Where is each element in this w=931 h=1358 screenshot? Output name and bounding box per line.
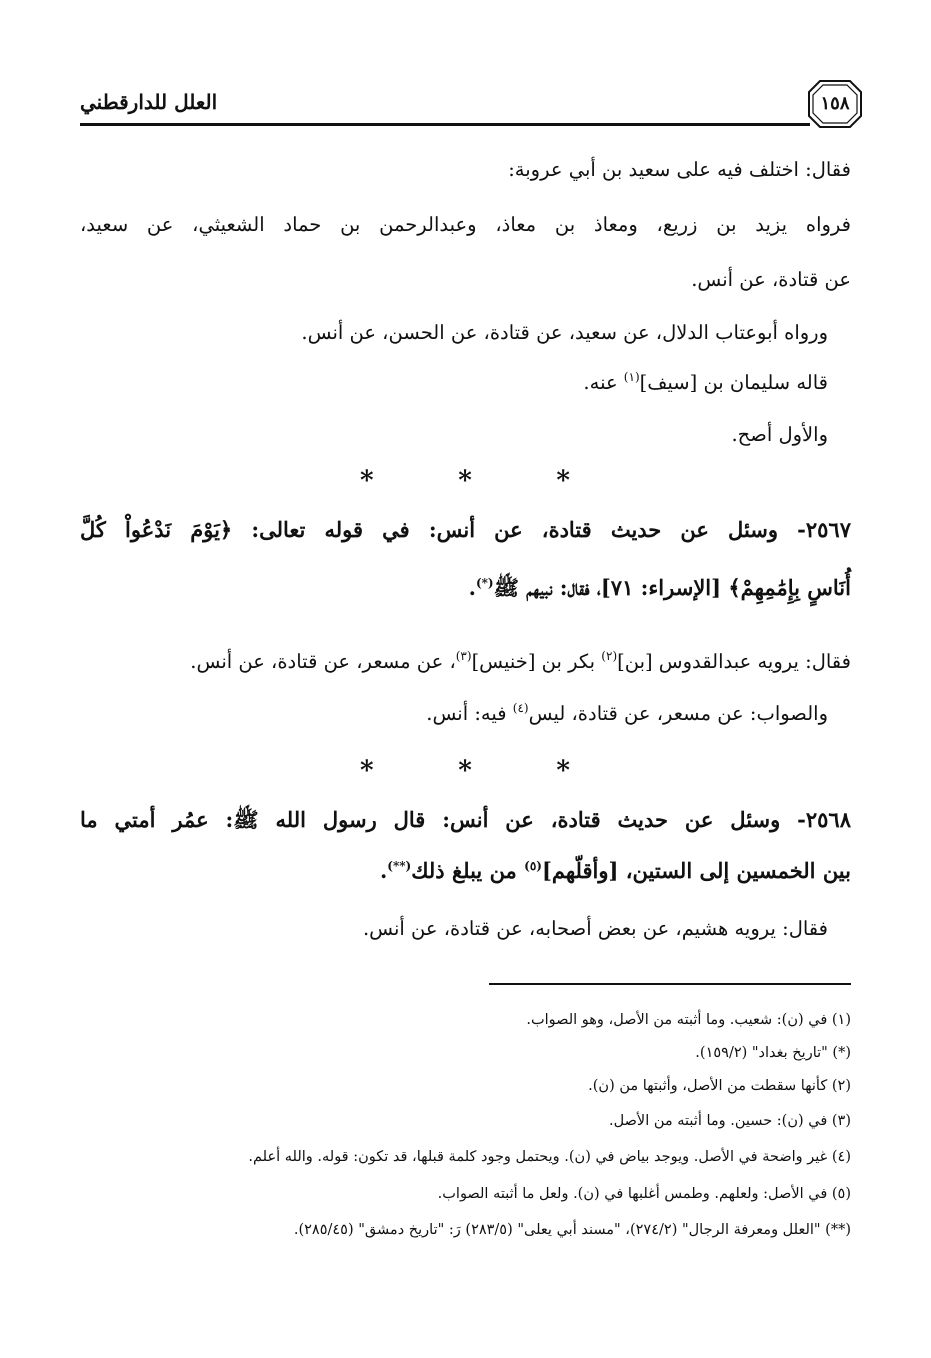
footnote-ref: (١) <box>623 370 640 384</box>
separator-star: * <box>458 756 472 786</box>
body-line: والصواب: عن مسعر، عن قتادة، ليس$^{(٤)}$ فيه: أنس. <box>426 701 828 725</box>
footnote: (٤) غير واضحة في الأصل. ويوجد بياض في (ن). ويحتمل وجود كلمة قبلها، قد تكون: قوله. والله أعلم. <box>248 1149 851 1165</box>
footnote: (**) "العلل ومعرفة الرجال" (٢٧٤/٢)، "مسند أبي يعلى" (٢٨٣/٥) رَ: "تاريخ دمشق" (٢٨٥/٤٥). <box>293 1222 851 1238</box>
entry-heading-2568-cont: بين الخمسين إلى الستين، [وأقلّهم]$^{(٥)}$ من يبلغ ذلك(**). <box>379 858 851 883</box>
footnote: (١) في (ن): شعيب. وما أثبته من الأصل، وهو الصواب. <box>526 1012 851 1028</box>
entry-heading-2568: ٢٥٦٨- وسئل عن حديث قتادة، عن أنس: قال رسول الله ﷺ: عمُر أمتي ما <box>80 807 851 832</box>
footnote: (٢) كأنها سقطت من الأصل، وأثبتها من (ن). <box>588 1078 851 1094</box>
section-separator <box>360 468 570 494</box>
body-line: فقال: يرويه هشيم، عن بعض أصحابه، عن قتادة، عن أنس. <box>362 917 828 940</box>
entry-heading-2567-cont: أُنَاسٍ بِإِمَٰمِهِمْ﴾ [الإسراء: ٧١]، فقال: نبيهم ﷺ(*). <box>468 575 851 600</box>
footnote-rule <box>489 983 851 985</box>
running-title: العلل للدارقطني <box>80 90 218 114</box>
section-separator <box>360 758 570 784</box>
body-line: قاله سليمان بن [سيف]$^{(١)}$ عنه. <box>583 370 828 394</box>
body-line: والأول أصح. <box>731 423 828 446</box>
footnote: (٣) في (ن): حسين. وما أثبته من الأصل. <box>609 1113 851 1129</box>
page-number-badge <box>806 78 864 130</box>
header-rule <box>80 123 810 126</box>
separator-star: * <box>360 466 374 496</box>
body-line: فقال: يرويه عبدالقدوس [بن]$^{(٢)}$ بكر بن [خنيس]$^{(٣)}$، عن مسعر، عن قتادة، عن أنس. <box>190 649 851 673</box>
body-line: فقال: اختلف فيه على سعيد بن أبي عروبة: <box>508 158 851 181</box>
separator-star: * <box>360 756 374 786</box>
page-number: ١٥٨ <box>820 93 850 114</box>
footnote: (*) "تاريخ بغداد" (١٥٩/٢). <box>695 1045 851 1061</box>
separator-star: * <box>556 466 570 496</box>
footnote-ref: (٤) <box>512 701 529 715</box>
footnote-ref: (٣) <box>455 649 472 663</box>
separator-star: * <box>458 466 472 496</box>
body-line: ورواه أبوعتاب الدلال، عن سعيد، عن قتادة، عن الحسن، عن أنس. <box>301 321 828 344</box>
footnote-ref: (٢) <box>601 649 618 663</box>
body-line: عن قتادة، عن أنس. <box>691 268 851 291</box>
footnote: (٥) في الأصل: ولعلهم. وطمس أغلبها في (ن). ولعل ما أثبته الصواب. <box>437 1186 851 1202</box>
footnote-ref: (**) <box>387 859 412 873</box>
footnote-ref: (٥) <box>524 859 542 873</box>
body-line: فرواه يزيد بن زريع، ومعاذ بن معاذ، وعبدالرحمن بن حماد الشعيثي، عن سعيد، <box>80 213 851 236</box>
entry-heading-2567: ٢٥٦٧- وسئل عن حديث قتادة، عن أنس: في قوله تعالى: ﴿يَوْمَ نَدْعُواْ كُلَّ <box>80 517 851 542</box>
separator-star: * <box>556 756 570 786</box>
footnote-ref: (*) <box>475 576 494 590</box>
